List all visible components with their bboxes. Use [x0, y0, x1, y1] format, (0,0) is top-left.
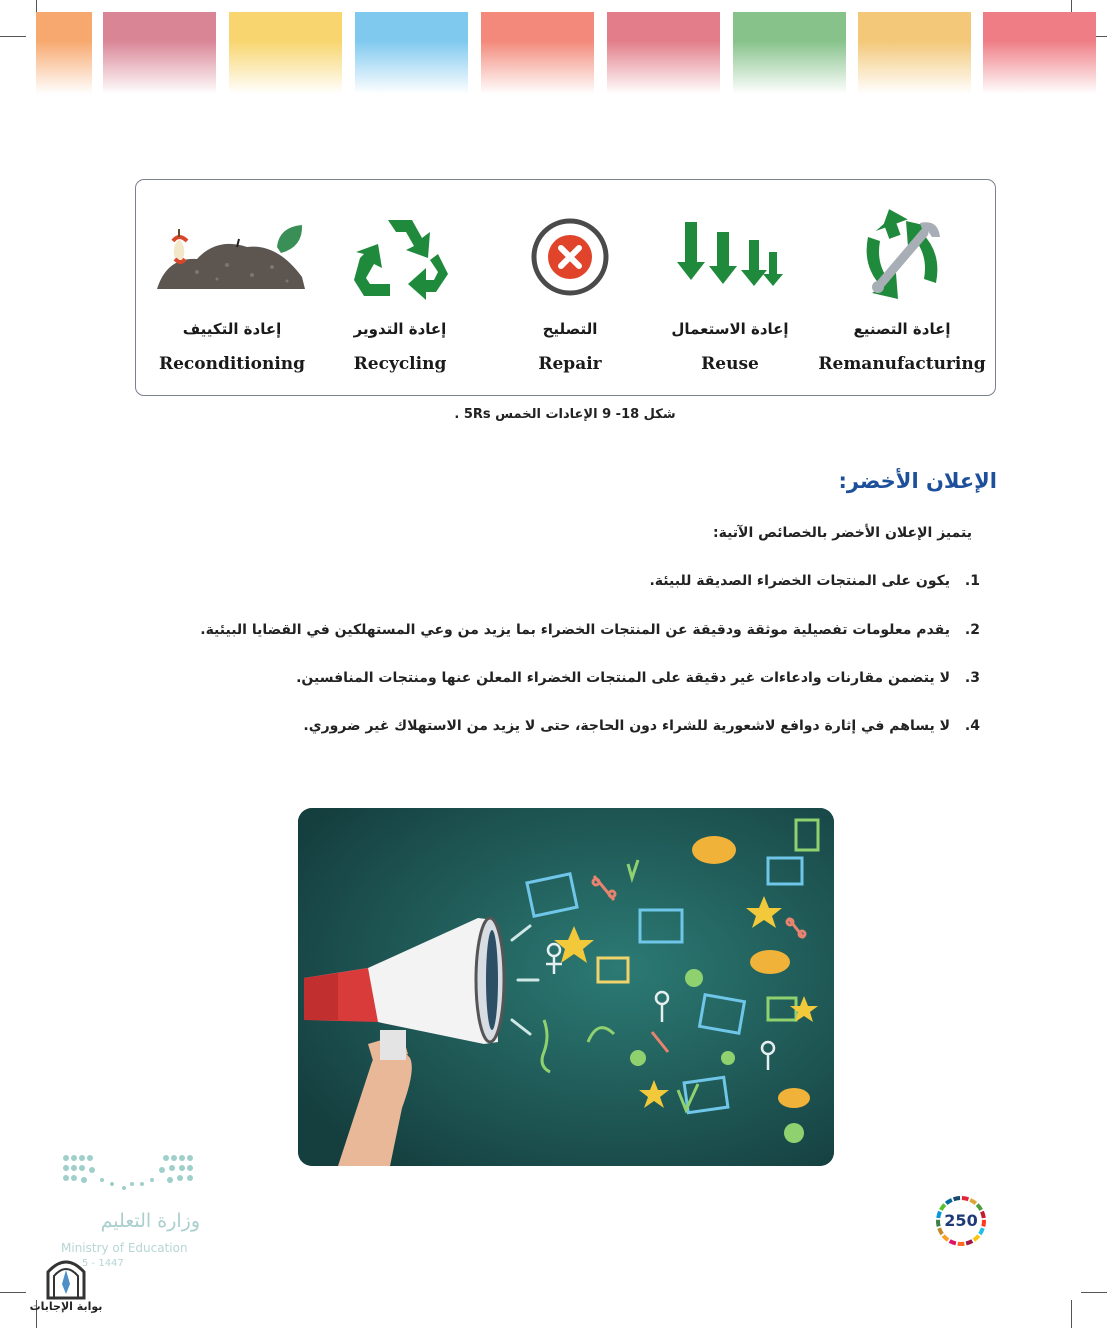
item-arabic-label: إعادة التصنيع [853, 320, 951, 338]
list-number: 4. [964, 718, 980, 734]
header-color-tab [858, 12, 971, 94]
megaphone-illustration [298, 808, 834, 1166]
item-arabic-label: التصليح [542, 320, 598, 338]
figure-item-repair [484, 180, 656, 395]
compost-pile-icon [146, 202, 318, 312]
figure-item-reuse [644, 180, 816, 395]
header-color-tab [733, 12, 846, 94]
section-heading: الإعلان الأخضر: [838, 469, 997, 493]
figure-item-remanufacturing [816, 180, 988, 395]
header-color-tab [481, 12, 594, 94]
crop-mark [0, 36, 26, 37]
list-item [303, 718, 980, 734]
header-color-tab [983, 12, 1096, 94]
down-arrows-icon [644, 202, 816, 312]
list-number: 1. [964, 573, 980, 589]
list-item [649, 573, 980, 589]
item-arabic-label: إعادة التدوير [353, 320, 447, 338]
five-rs-figure [135, 179, 996, 396]
ministry-logo [58, 1150, 208, 1270]
portal-logo [28, 1254, 104, 1320]
ministry-dots-emblem [58, 1150, 208, 1198]
header-color-tab [355, 12, 468, 94]
figure-item-recycling [314, 180, 486, 395]
item-english-label: Remanufacturing [818, 354, 986, 374]
crop-mark [1081, 1292, 1107, 1293]
list-number: 3. [964, 670, 980, 686]
ministry-english-name: Ministry of Education [61, 1241, 188, 1255]
item-arabic-label: إعادة الاستعمال [671, 320, 789, 338]
header-color-tab [229, 12, 342, 94]
section-intro: يتميز الإعلان الأخضر بالخصائص الآتية: [712, 525, 972, 541]
header-color-tab [36, 12, 92, 94]
header-color-tab [103, 12, 216, 94]
ministry-year: 5 - 1447 [82, 1258, 124, 1269]
list-text: لا يتضمن مقارنات وادعاءات غير دقيقة على المنتجات الخضراء المعلن عنها ومنتجات المنافسين. [296, 670, 950, 686]
ministry-arabic-name: وزارة التعليم [100, 1210, 200, 1232]
list-item [296, 670, 980, 686]
list-item [200, 622, 980, 638]
item-english-label: Recycling [353, 354, 447, 374]
list-number: 2. [964, 622, 980, 638]
header-color-tab [607, 12, 720, 94]
wrench-arrows-icon [816, 202, 988, 312]
mosque-arch-icon [28, 1254, 104, 1300]
recycle-icon [314, 202, 486, 312]
portal-label: بوابة الإجابات [29, 1300, 103, 1313]
page-number: 250 [944, 1211, 978, 1230]
repair-x-icon [484, 202, 656, 312]
item-arabic-label: إعادة التكييف [182, 320, 282, 338]
figure-caption: شكل 18- 9 الإعادات الخمس 5Rs . [454, 407, 676, 422]
list-text: يقدم معلومات تفصيلية موثقة ودقيقة عن المنتجات الخضراء بما يزيد من وعي المستهلكين في القضايا البيئية. [200, 622, 950, 638]
item-english-label: Repair [538, 354, 602, 374]
item-english-label: Reconditioning [158, 354, 306, 374]
crop-mark [1071, 1300, 1072, 1328]
list-text: لا يساهم في إثارة دوافع لاشعورية للشراء دون الحاجة، حتى لا يزيد من الاستهلاك غير ضروري. [303, 718, 950, 734]
list-text: يكون على المنتجات الخضراء الصديقة للبيئة. [649, 573, 950, 589]
page-number-badge [934, 1194, 988, 1248]
crop-mark [0, 1292, 26, 1293]
item-english-label: Reuse [701, 354, 759, 374]
figure-item-reconditioning [146, 180, 318, 395]
